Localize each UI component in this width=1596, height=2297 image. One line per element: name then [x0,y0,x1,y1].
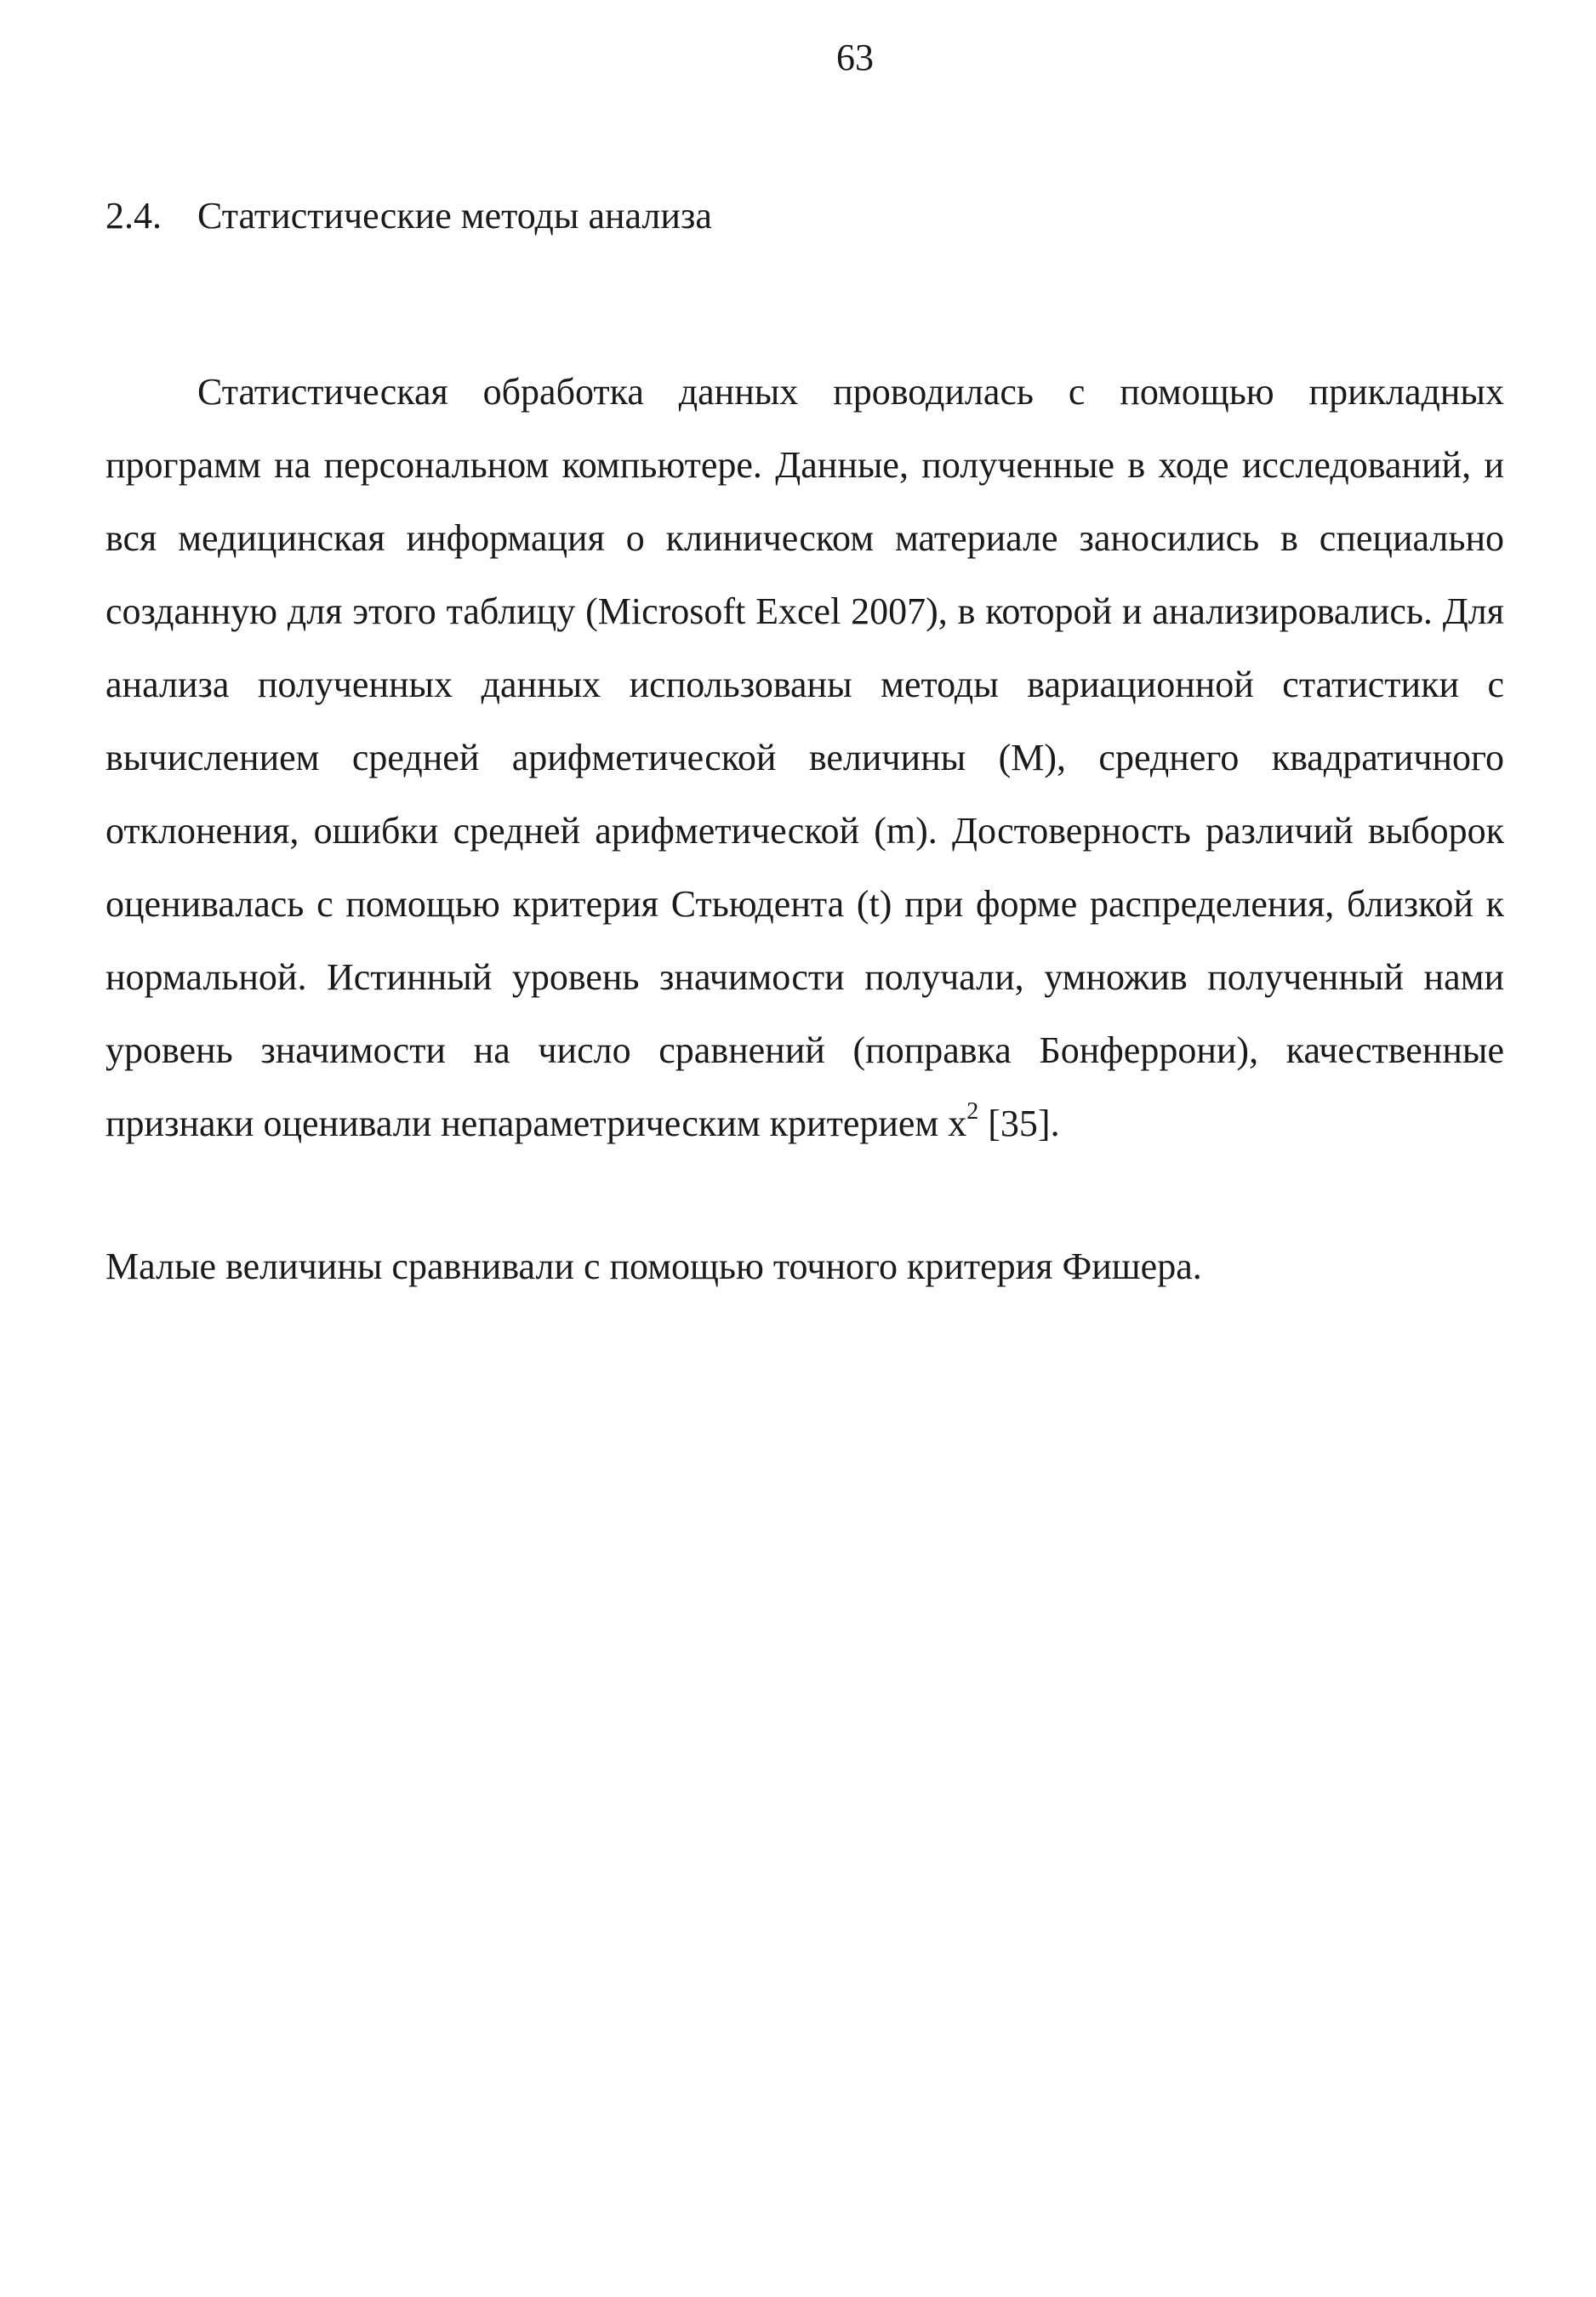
section-title: Статистические методы анализа [197,195,712,237]
citation-reference: [35]. [978,1103,1060,1144]
final-sentence: Малые величины сравнивали с помощью точного критерия Фишера. [105,1245,1202,1287]
page-number: 63 [836,37,874,78]
body-paragraph [105,356,1504,1160]
section-heading [105,192,712,240]
superscript-exponent: 2 [966,1098,979,1126]
paragraph-text: Статистическая обработка данных проводилась с помощью прикладных программ на персональном компьютере. Данные, полученные в ходе исследований, и вся медицинская информация о клиническом материале заносились в специально созданную для этого таблицу (Microsoft Excel 2007), в которой и анализировались. Для анализа полученных данных использованы методы вариационной статистики с вычислением средней арифметической величины (M), среднего квадратичного отклонения, ошибки средней арифметической (m). Достоверность различий выборок оценивалась с помощью критерия Стьюдента (t) при форме распределения, близкой к нормальной. Истинный уровень значимости получали, умножив полученный нами уровень значимости на число сравнений (поправка Бонферрони), качественные признаки оценивали непараметрическим критерием x [105,371,1504,1144]
section-number: 2.4. [105,195,162,237]
